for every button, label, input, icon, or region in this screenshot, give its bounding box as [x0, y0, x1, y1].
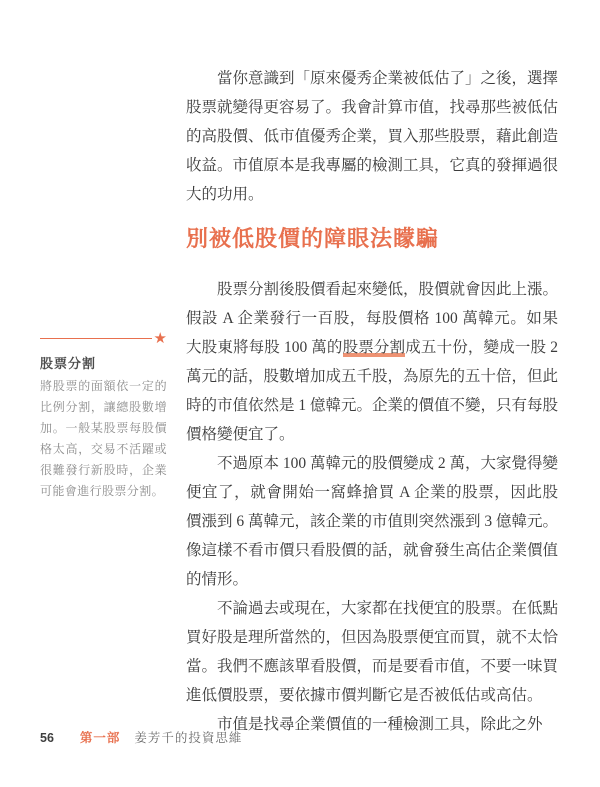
section-heading: 別被低股價的障眼法矇騙: [186, 226, 440, 251]
glossary-note: [40, 330, 167, 502]
paragraph-cheap-stocks: 不論過去或現在，大家都在找便宜的股票。在低點買好股是理所當然的，但因為股票便宜而買，就不太恰當。我們不應該單看股價，而是要看市值，不要一味買進低價股票，要依據市價判斷它是否被低估或高估。: [186, 600, 559, 704]
main-text-column: [186, 64, 558, 739]
paragraph-market-cap-tool: 市值是找尋企業價值的一種檢測工具，除此之外: [217, 716, 543, 733]
paragraph-stock-split: [186, 275, 558, 449]
divider-line: [40, 338, 152, 339]
glossary-note-body: 將股票的面額依一定的比例分割，讓總股數增加。一般某股票每股價格太高，交易不活躍或很難發行新股時，企業可能會進行股票分割。: [40, 379, 167, 498]
glossary-note-title: 股票分割: [40, 356, 97, 371]
page-number: 56: [40, 731, 54, 745]
paragraph-price-rise: 不過原本 100 萬韓元的股價變成 2 萬，大家覺得變便宜了，就會開始一窩蜂搶買 A 企業的股票，因此股價漲到 6 萬韓元，該企業的市值則突然漲到 3 億韓元。像這樣不看市價只看股價的話，就會發生高估企業價值的情形。: [186, 455, 559, 588]
paragraph-segment: 股票分割後股價看起來變低，股價就會因此上漲。假設 A 企業發行一百股，每股價格 100 萬韓元。如果大股東將每股 100 萬的: [186, 281, 559, 356]
intro-paragraph: 當你意識到「原來優秀企業被低估了」之後，選擇股票就變得更容易了。我會計算市值，找尋那些被低估的高股價、低市值優秀企業，買入那些股票，藉此創造收益。市值原本是我專屬的檢測工具，它真的發揮過很大的功用。: [186, 70, 559, 203]
page-footer: [40, 728, 242, 746]
keyword-stock-split-highlight: 股票分割: [342, 339, 406, 356]
part-label: 第一部: [79, 731, 121, 745]
star-icon: ★: [153, 329, 167, 347]
paragraph-segment: 成五十份，變成一股 2 萬元的話，股數增加成五千股，為原先的五十倍，但此時的市值依然是 1 億韓元。企業的價值不變，只有每股價格變便宜了。: [186, 339, 559, 443]
running-book-title: 姜芳千的投資思維: [134, 731, 243, 745]
glossary-note-rule: [40, 330, 167, 346]
